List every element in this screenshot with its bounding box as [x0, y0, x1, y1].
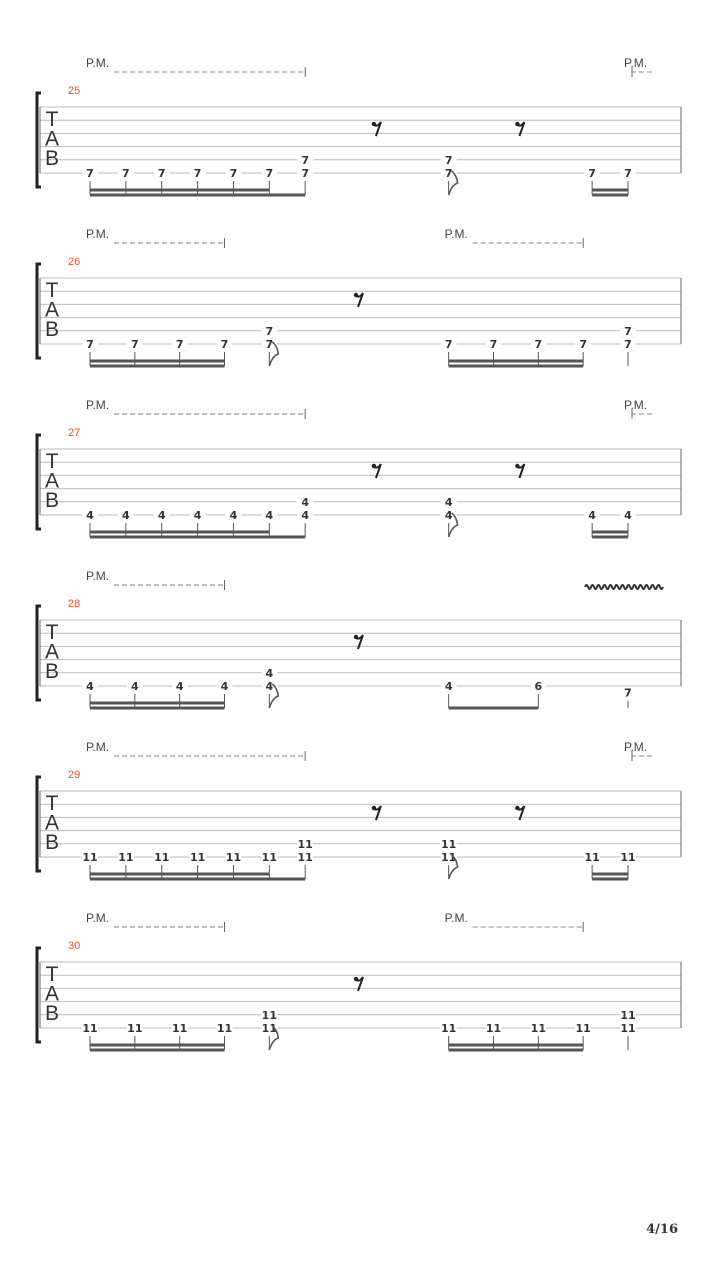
tab-clef-letter: B — [44, 318, 60, 341]
fret-number: 11 — [216, 1022, 233, 1035]
vibrato-mark — [585, 585, 663, 589]
palm-mute-label: P.M. — [86, 56, 110, 70]
fret-number: 11 — [485, 1022, 502, 1035]
measure-number: 30 — [68, 940, 81, 952]
tab-clef-letter: T — [45, 450, 59, 473]
fret-number: 11 — [82, 1022, 98, 1035]
fret-number: 7 — [86, 167, 94, 180]
fret-number: 11 — [441, 837, 457, 851]
fret-number: 11 — [620, 1008, 636, 1022]
palm-mute-label: P.M. — [86, 911, 110, 925]
fret-number: 4 — [86, 509, 94, 522]
staff-system — [37, 740, 681, 879]
fret-number: 4 — [624, 509, 632, 522]
tab-clef-letter: B — [44, 1002, 60, 1025]
fret-number: 4 — [157, 509, 166, 522]
tab-clef-letter: T — [45, 279, 59, 302]
tab-clef-letter: A — [44, 298, 60, 322]
fret-number: 11 — [261, 1022, 277, 1035]
eighth-rest — [354, 293, 358, 297]
fret-number: 11 — [441, 851, 457, 864]
fret-number: 11 — [189, 851, 206, 864]
fret-number: 7 — [624, 324, 632, 338]
fret-number: 4 — [444, 495, 453, 509]
palm-mute-label: P.M. — [624, 56, 648, 70]
palm-mute-label: P.M. — [444, 227, 468, 241]
fret-number: 11 — [297, 851, 313, 864]
measure-number: 29 — [68, 769, 81, 781]
fret-number: 11 — [297, 837, 313, 851]
eighth-rest — [515, 464, 519, 468]
fret-number: 7 — [444, 338, 453, 351]
fret-number: 7 — [444, 167, 453, 180]
staff-system — [37, 56, 681, 195]
eighth-rest — [372, 464, 376, 468]
fret-number: 7 — [301, 167, 310, 180]
fret-number: 7 — [444, 153, 453, 167]
fret-number: 7 — [301, 153, 310, 167]
eighth-rest — [354, 635, 358, 639]
tab-clef-letter: B — [44, 831, 60, 854]
fret-number: 4 — [444, 680, 453, 693]
tab-clef-letter: B — [44, 660, 60, 683]
tab-clef-letter: B — [44, 489, 60, 512]
fret-number: 4 — [175, 680, 184, 693]
tab-clef-letter: T — [45, 108, 59, 131]
fret-number: 7 — [86, 338, 94, 351]
palm-mute-label: P.M. — [86, 398, 110, 412]
fret-number: 11 — [225, 851, 242, 864]
fret-number: 11 — [620, 851, 636, 864]
tab-clef-letter: A — [44, 640, 60, 664]
palm-mute-label: P.M. — [86, 740, 110, 754]
tab-clef-letter: T — [45, 963, 59, 986]
fret-number: 7 — [624, 686, 632, 700]
palm-mute-label: P.M. — [624, 398, 648, 412]
fret-number: 7 — [175, 338, 184, 351]
fret-number: 4 — [265, 509, 274, 522]
fret-number: 7 — [588, 167, 596, 180]
measure-number: 26 — [68, 256, 81, 268]
palm-mute-label: P.M. — [86, 227, 110, 241]
tab-clef-letter: A — [44, 127, 60, 151]
fret-number: 11 — [575, 1022, 591, 1035]
fret-number: 7 — [220, 338, 229, 351]
fret-number: 4 — [301, 495, 310, 509]
fret-number: 4 — [122, 509, 130, 522]
fret-number: 4 — [193, 509, 202, 522]
fret-number: 7 — [579, 338, 587, 351]
fret-number: 4 — [265, 666, 274, 680]
fret-number: 7 — [157, 167, 166, 180]
fret-number: 4 — [444, 509, 453, 522]
fret-number: 7 — [624, 167, 632, 180]
tab-clef-letter: A — [44, 982, 60, 1006]
fret-number: 4 — [131, 680, 139, 693]
fret-number: 4 — [229, 509, 238, 522]
fret-number: 6 — [534, 680, 543, 693]
tab-clef-letter: A — [44, 811, 60, 835]
tab-clef-letter: T — [45, 792, 59, 815]
fret-number: 4 — [588, 509, 596, 522]
fret-number: 11 — [118, 851, 134, 864]
fret-number: 11 — [172, 1022, 188, 1035]
fret-number: 4 — [220, 680, 229, 693]
fret-number: 11 — [530, 1022, 546, 1035]
fret-number: 4 — [86, 680, 94, 693]
page-number: 4/16 — [646, 1222, 678, 1237]
fret-number: 4 — [265, 680, 274, 693]
fret-number: 11 — [584, 851, 600, 864]
fret-number: 7 — [265, 324, 274, 338]
eighth-rest — [515, 806, 519, 810]
staff-system — [37, 398, 681, 537]
fret-number: 7 — [193, 167, 202, 180]
fret-number: 11 — [154, 851, 170, 864]
fret-number: 11 — [261, 1008, 277, 1022]
eighth-rest — [515, 122, 519, 126]
fret-number: 11 — [261, 851, 277, 864]
fret-number: 11 — [127, 1022, 143, 1035]
fret-number: 11 — [620, 1022, 636, 1035]
tab-clef-letter: T — [45, 621, 59, 644]
fret-number: 11 — [82, 851, 98, 864]
measure-number: 25 — [68, 85, 81, 97]
tab-clef-letter: B — [44, 147, 60, 170]
fret-number: 7 — [265, 338, 274, 351]
fret-number: 11 — [441, 1022, 457, 1035]
palm-mute-label: P.M. — [444, 911, 468, 925]
tab-clef-letter: A — [44, 469, 60, 493]
fret-number: 7 — [534, 338, 543, 351]
fret-number: 7 — [131, 338, 139, 351]
fret-number: 7 — [489, 338, 498, 351]
staff-system — [37, 227, 681, 366]
staff-system — [37, 911, 681, 1050]
palm-mute-label: P.M. — [86, 569, 110, 583]
palm-mute-label: P.M. — [624, 740, 648, 754]
eighth-rest — [354, 977, 358, 981]
eighth-rest — [372, 806, 376, 810]
fret-number: 4 — [301, 509, 310, 522]
measure-number: 27 — [68, 427, 81, 439]
fret-number: 7 — [624, 338, 632, 351]
fret-number: 7 — [265, 167, 274, 180]
staff-system — [37, 569, 681, 708]
fret-number: 7 — [229, 167, 238, 180]
fret-number: 7 — [122, 167, 130, 180]
eighth-rest — [372, 122, 376, 126]
measure-number: 28 — [68, 598, 81, 610]
